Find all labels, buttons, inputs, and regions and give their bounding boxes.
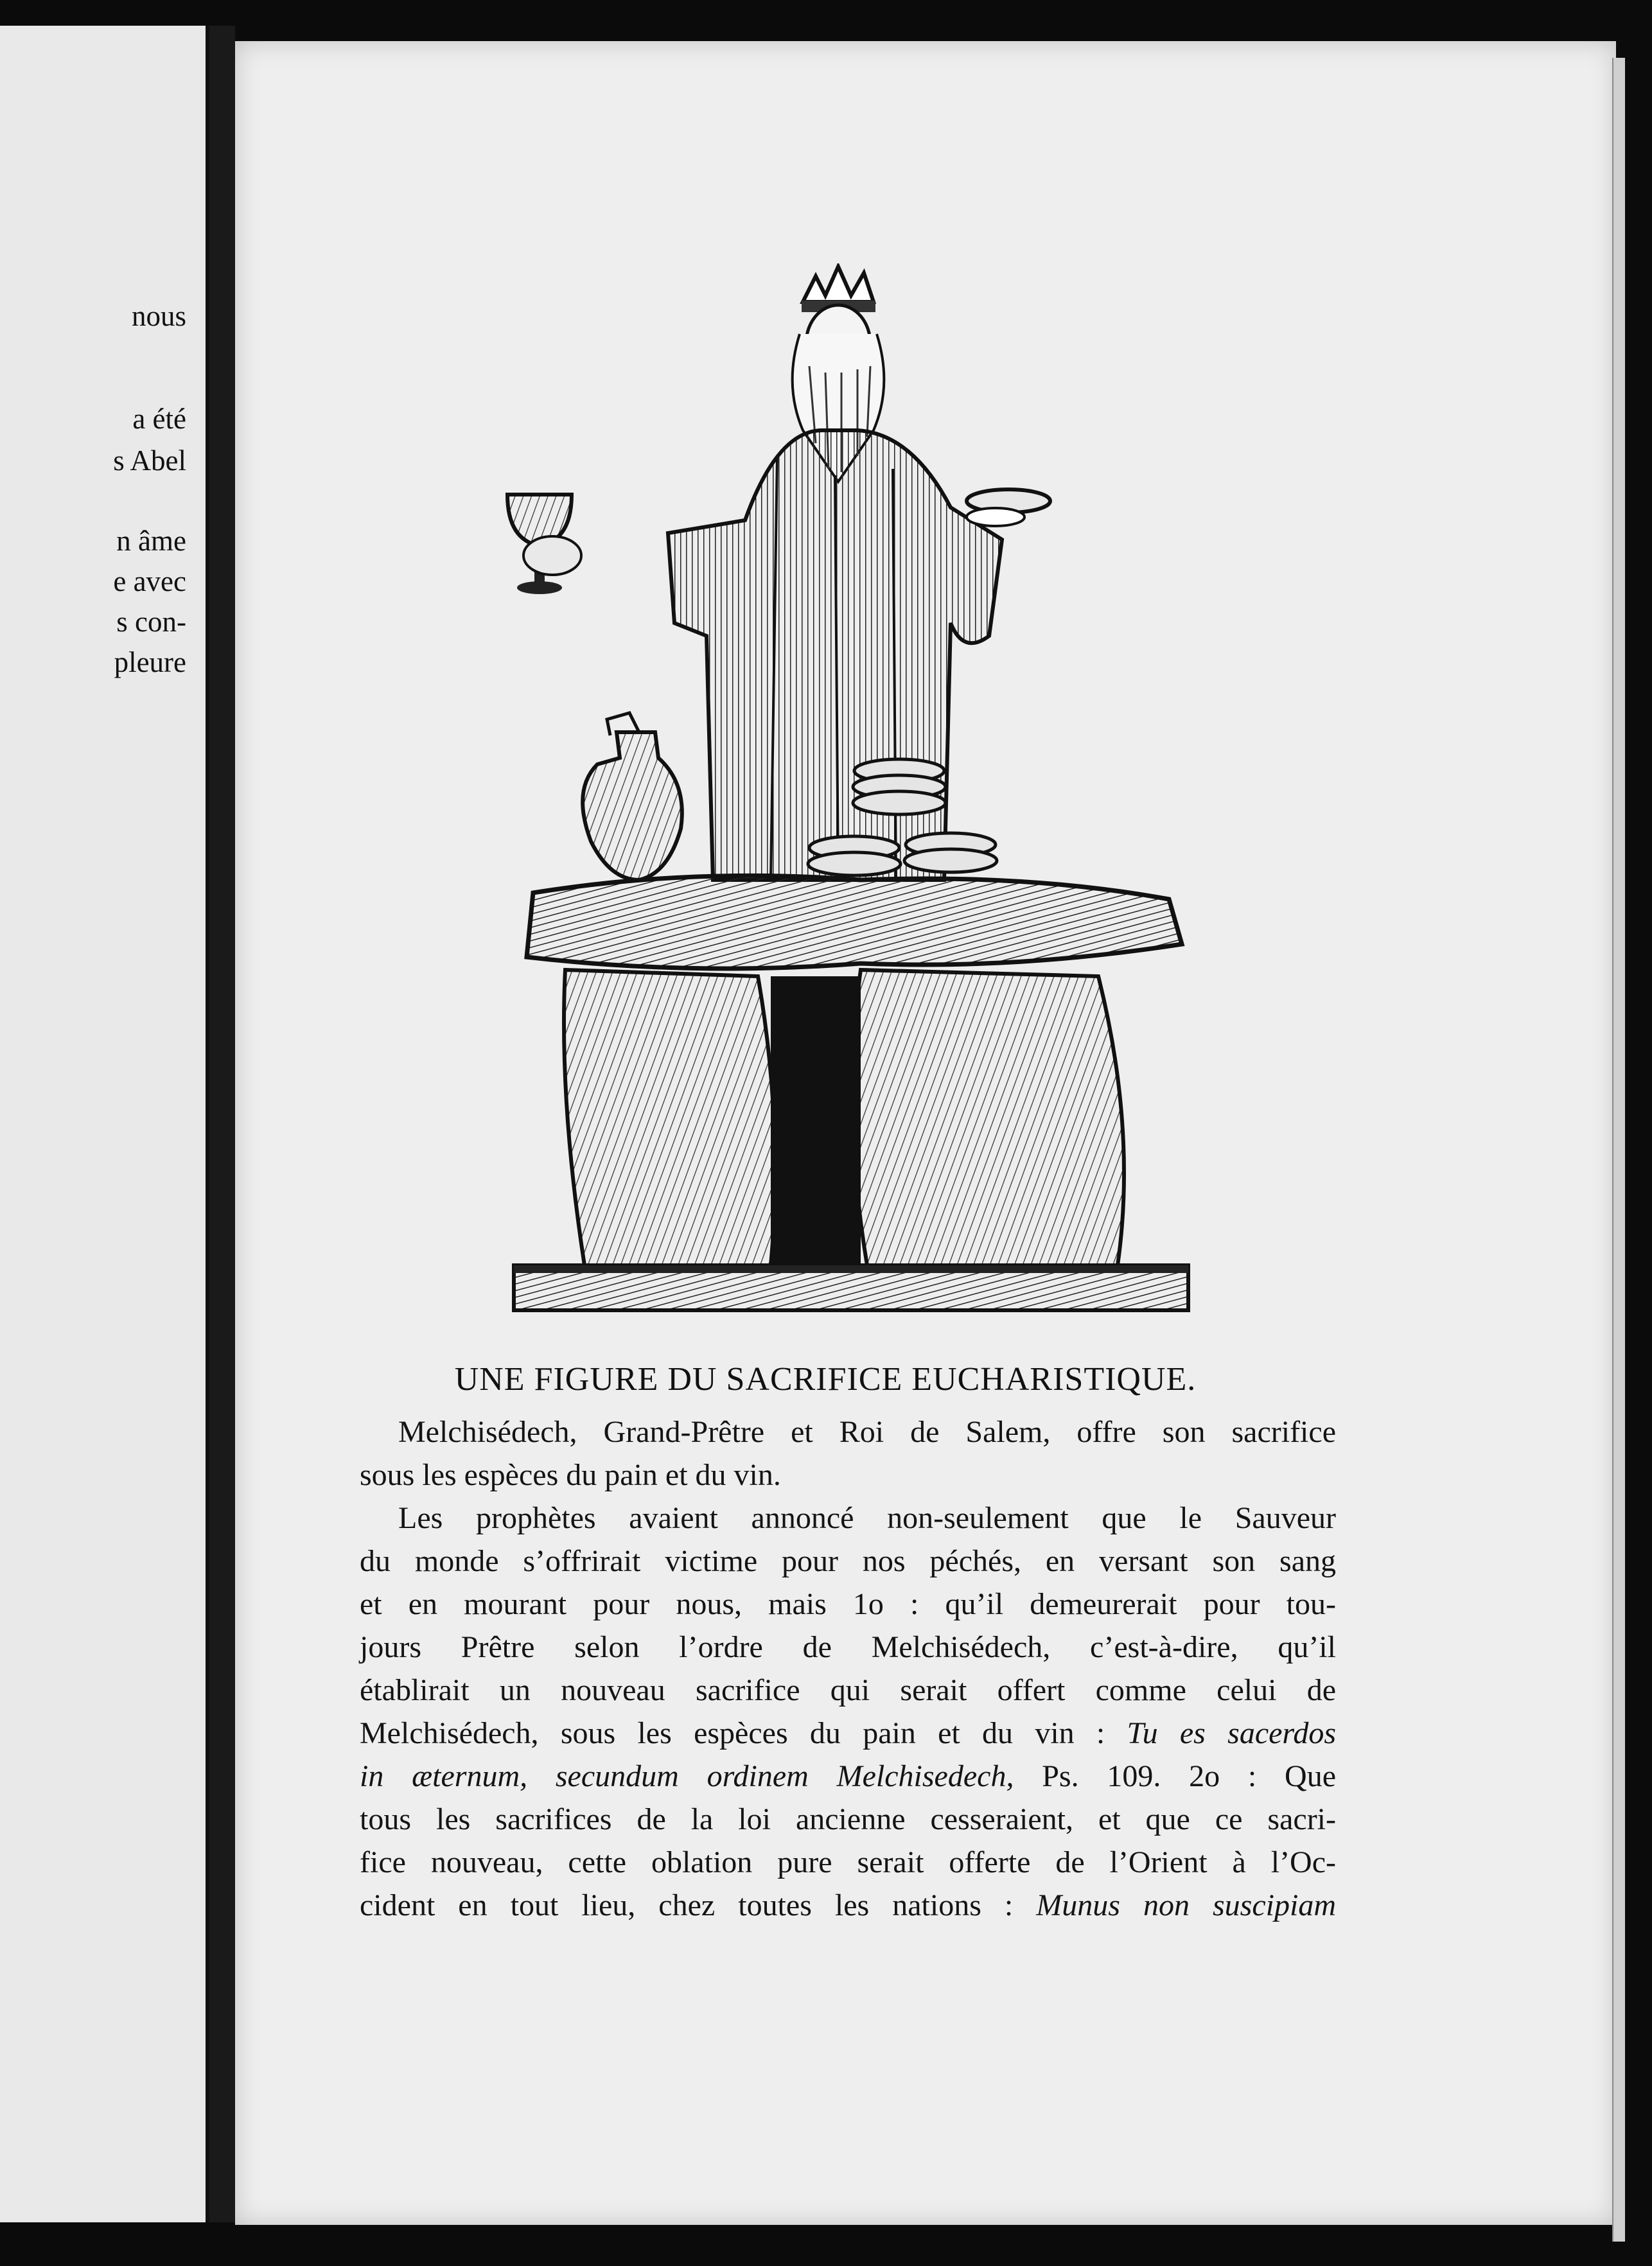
paragraph-line	[360, 1755, 1336, 1798]
paragraph-line: Les prophètes avaient annoncé non-seulement que le Sauveur	[398, 1501, 1336, 1535]
figure-caption: UNE FIGURE DU SACRIFICE EUCHARISTIQUE.	[454, 1361, 1197, 1398]
paragraph-line: tous les sacrifices de la loi ancienne cesseraient, et que ce sacri-	[360, 1802, 1336, 1836]
line-text: Melchisédech, sous les espèces du pain et du vin :	[360, 1716, 1127, 1750]
left-page-fragment: pleure	[114, 646, 186, 678]
stone-altar	[514, 875, 1188, 1310]
bread-plate-icon	[967, 489, 1050, 526]
left-page-fragment: n âme	[116, 525, 186, 557]
line-text: Ps. 109. 2o : Que	[1014, 1759, 1336, 1793]
robed-figure	[668, 430, 1002, 880]
book-gutter	[209, 26, 235, 2222]
paragraph-line: Melchisédech, Grand-Prêtre et Roi de Salem, offre son sacrifice	[398, 1415, 1336, 1449]
body-text	[360, 1410, 1336, 1927]
paragraph-line	[360, 1712, 1336, 1755]
left-page-fragment: nous	[131, 300, 186, 332]
left-page-fragment: s Abel	[113, 444, 186, 477]
latin-quote: Munus non suscipiam	[1036, 1888, 1336, 1922]
page-edge	[1612, 58, 1625, 2242]
line-text: cident en tout lieu, chez toutes les nations :	[360, 1888, 1037, 1922]
paragraph-line	[360, 1884, 1336, 1927]
left-page-fragment: e avec	[113, 565, 186, 597]
left-page	[0, 26, 209, 2222]
latin-quote: in æternum, secundum ordinem Melchisedech,	[360, 1759, 1014, 1793]
latin-quote: Tu es sacerdos	[1127, 1716, 1336, 1750]
left-page-fragment: s con-	[116, 606, 186, 638]
paragraph-line: du monde s’offrirait victime pour nos péchés, en versant son sang	[360, 1544, 1336, 1578]
melchisedech-engraving	[501, 263, 1220, 1355]
paragraph-line: sous les espèces du pain et du vin.	[360, 1458, 781, 1492]
left-page-fragment: a été	[132, 403, 186, 435]
wine-jug-icon	[583, 713, 682, 880]
paragraph-line: jours Prêtre selon l’ordre de Melchisédech, c’est-à-dire, qu’il	[360, 1630, 1336, 1664]
paragraph-line: établirait un nouveau sacrifice qui serait offert comme celui de	[360, 1673, 1336, 1707]
paragraph-line: et en mourant pour nous, mais 1o : qu’il demeurerait pour tou-	[360, 1587, 1336, 1621]
paragraph-line: fice nouveau, cette oblation pure serait offerte de l’Orient à l’Oc-	[360, 1845, 1336, 1879]
chalice-icon	[507, 495, 581, 594]
